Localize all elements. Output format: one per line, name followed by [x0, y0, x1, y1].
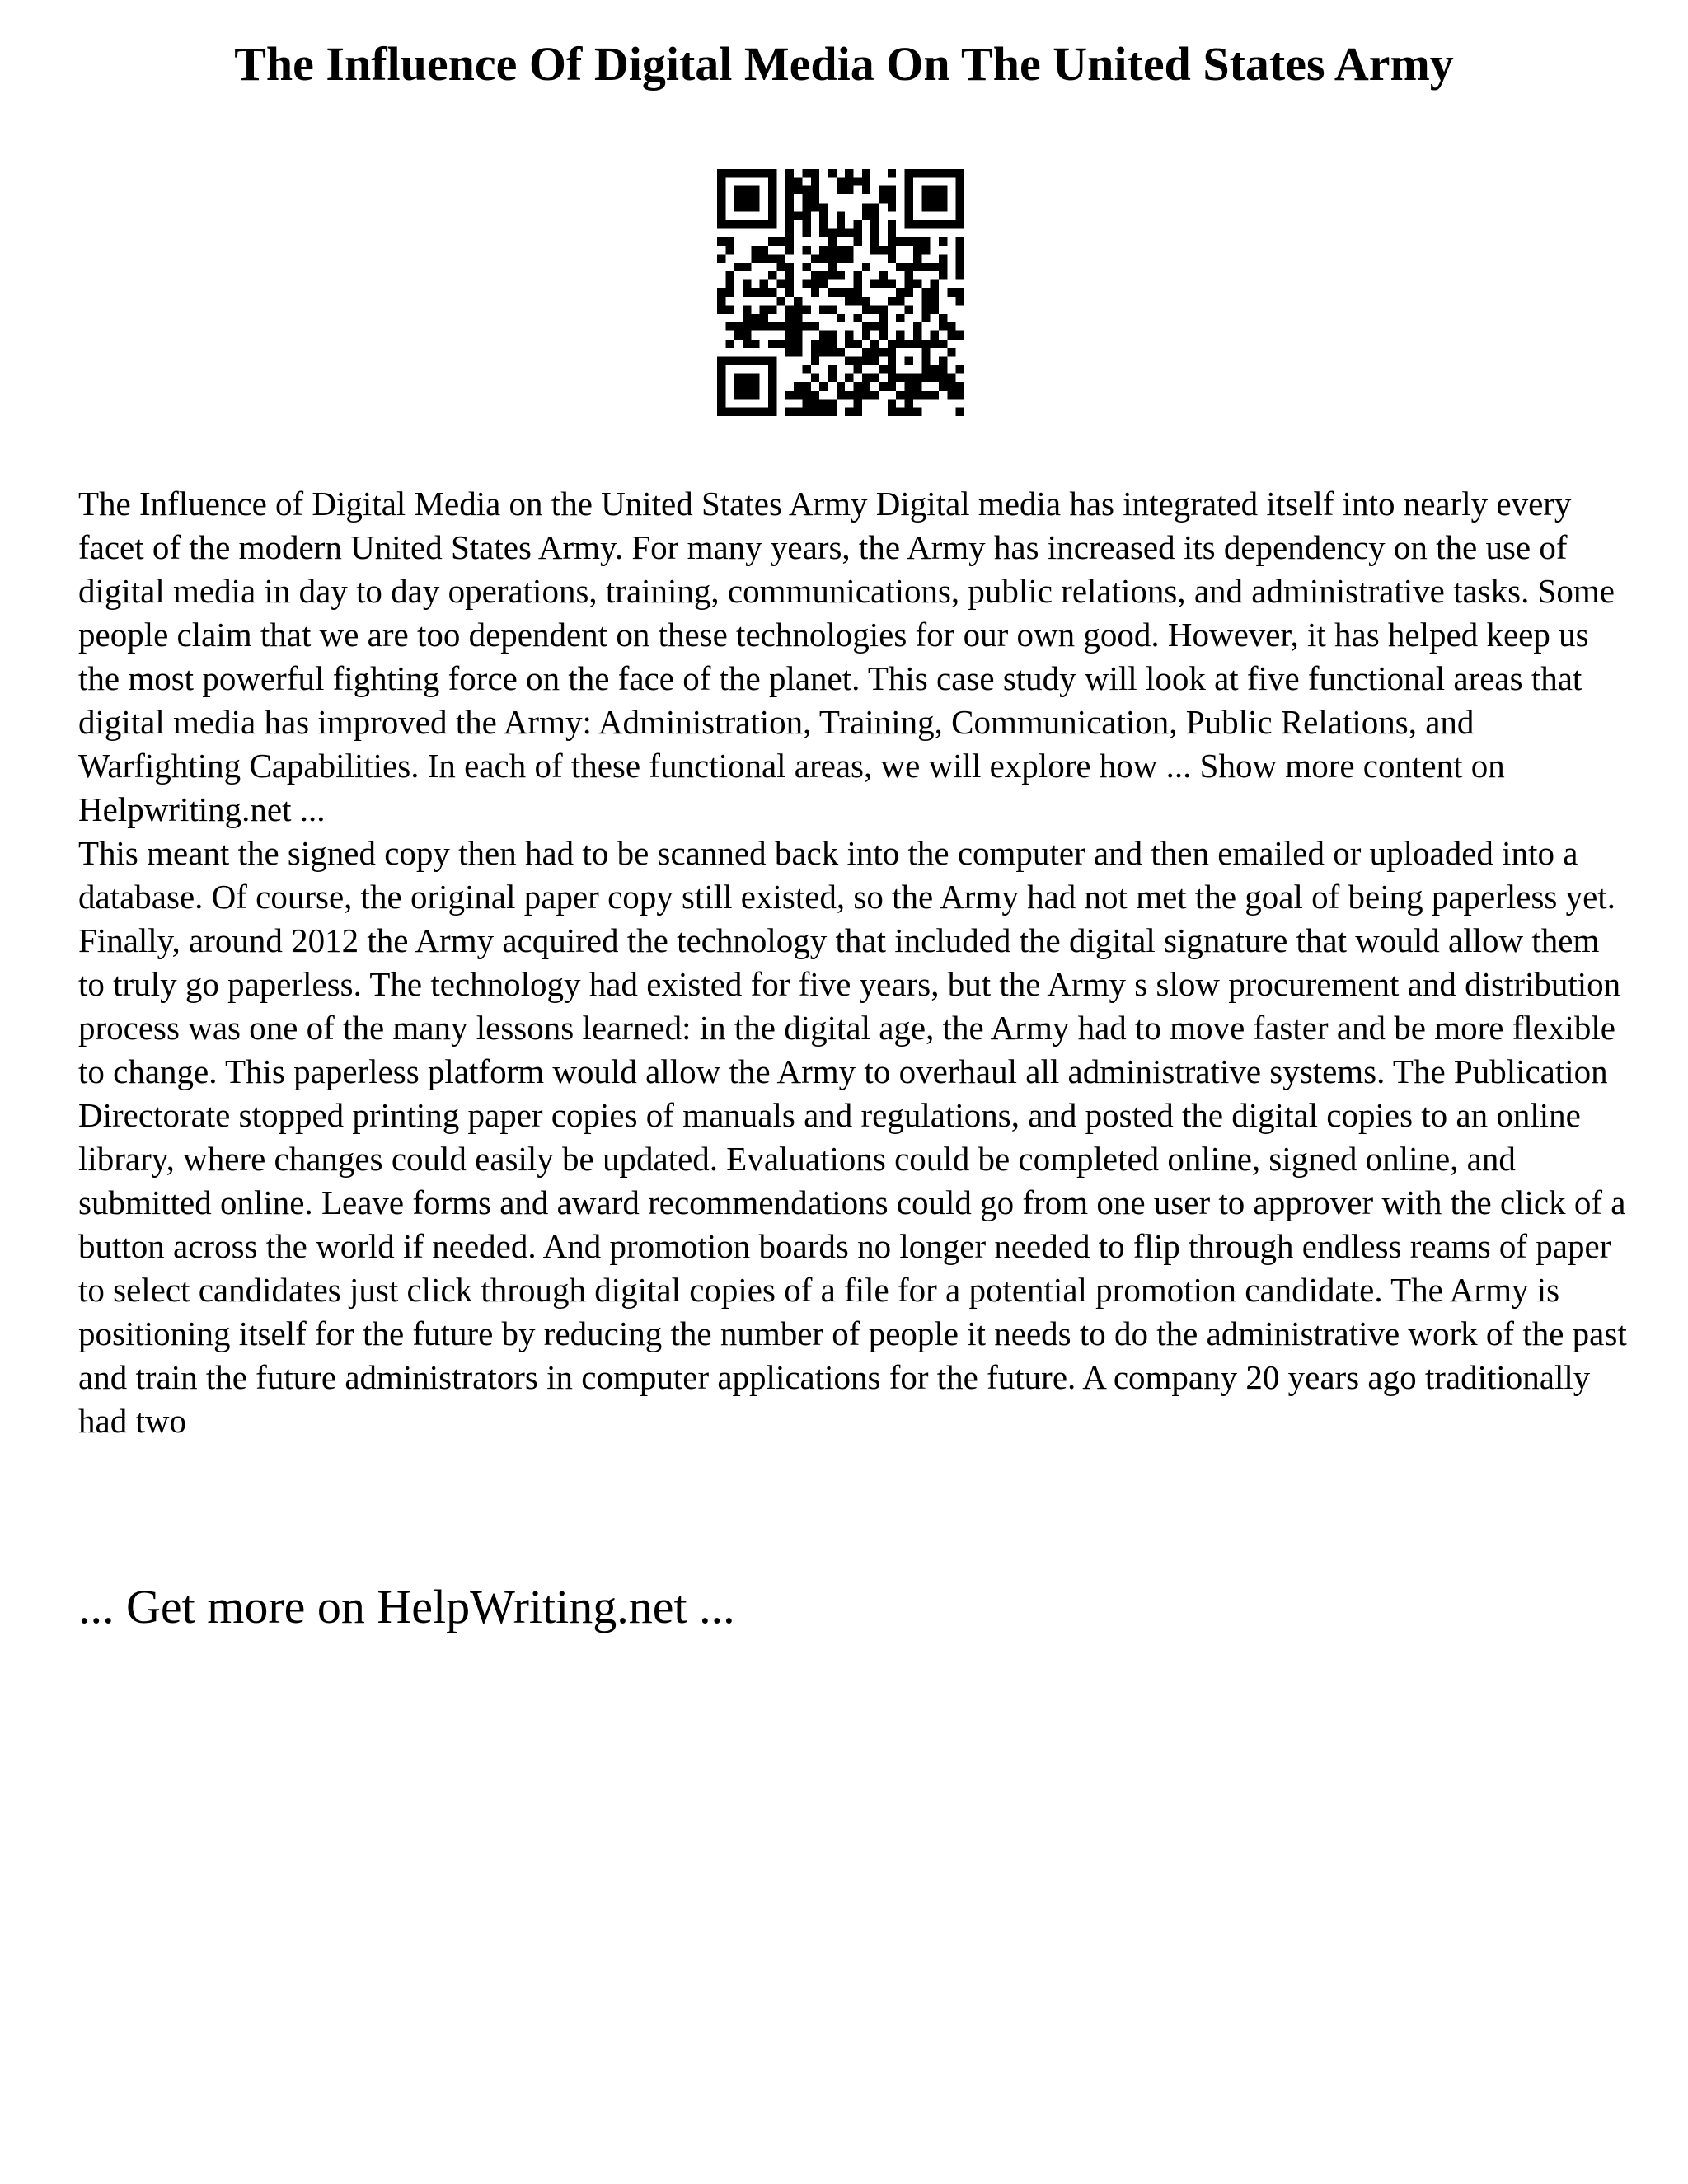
qr-code [717, 169, 964, 416]
qr-code-icon [717, 169, 964, 416]
document-body [78, 482, 1628, 1443]
get-more-link[interactable]: ... Get more on HelpWriting.net ... [78, 1580, 735, 1633]
document-title: The Influence Of Digital Media On The United States Army [234, 37, 1454, 91]
paragraph-paperless: This meant the signed copy then had to be scanned back into the computer and then emailed or uploaded into a database. Of course, the original paper copy still existed, so the Army had not met the goal of being paperless yet. Finally, around 2012 the Army acquired the technology that included the digital signature that would allow them to truly go paperless. The technology had existed for five years, but the Army s slow procurement and distribution process was one of the many lessons learned: in the digital age, the Army had to move faster and be more flexible to change. This paperless platform would allow the Army to overhaul all administrative systems. The Publication Directorate stopped printing paper copies of manuals and regulations, and posted the digital copies to an online library, where changes could easily be updated. Evaluations could be completed online, signed online, and submitted online. Leave forms and award recommendations could go from one user to approver with the click of a button across the world if needed. And promotion boards no longer needed to flip through endless reams of paper to select candidates just click through digital copies of a file for a potential promotion candidate. The Army is positioning itself for the future by reducing the number of people it needs to do the administrative work of the past and train the future administrators in computer applications for the future. A company 20 years ago traditionally had two [78, 834, 1627, 1440]
paragraph-intro: The Influence of Digital Media on the United States Army Digital media has integrated itself into nearly every facet of the modern United States Army. For many years, the Army has increased its dependency on the use of digital media in day to day operations, training, communications, public relations, and administrative tasks. Some people claim that we are too dependent on these technologies for our own good. However, it has helped keep us the most powerful fighting force on the face of the planet. This case study will look at five functional areas that digital media has improved the Army: Administration, Training, Communication, Public Relations, and Warfighting Capabilities. In each of these functional areas, we will explore how ... Show more content on Helpwriting.net ... [78, 485, 1615, 828]
